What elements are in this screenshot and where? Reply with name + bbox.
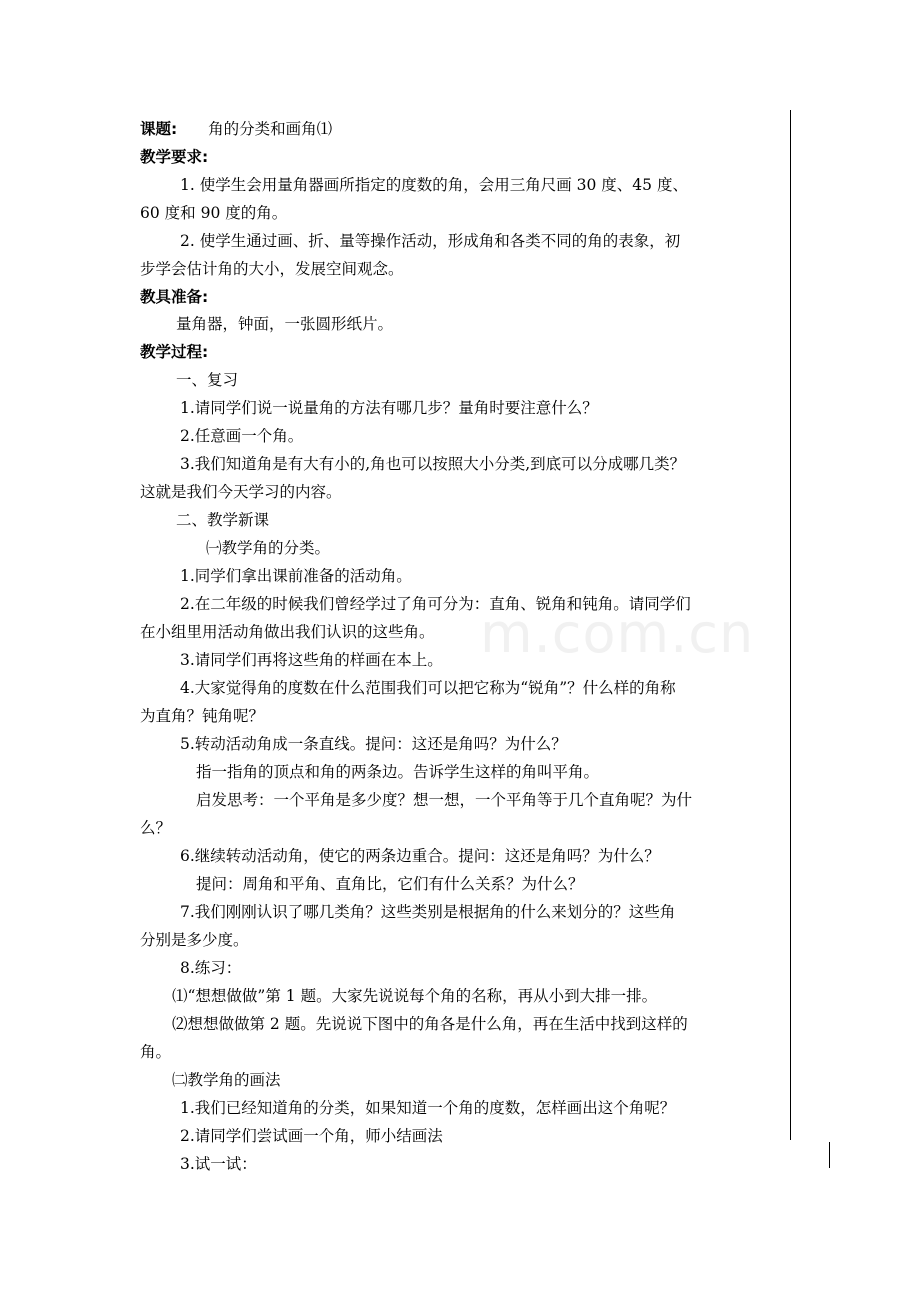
materials-text: 量角器，钟面，一张圆形纸片。 xyxy=(176,315,394,333)
process-line: 3.我们知道角是有大有小的,角也可以按照大小分类,到底可以分成哪几类？ xyxy=(180,455,686,473)
margin-rule-right xyxy=(790,110,791,1140)
process-line: 提问：周角和平角、直角比，它们有什么关系？为什么？ xyxy=(196,875,584,893)
lesson-title-value: 角的分类和画角⑴ xyxy=(208,120,333,138)
requirement-line: 2. 使学生通过画、折、量等操作活动，形成角和各类不同的角的表象，初 xyxy=(180,232,681,250)
process-heading: 教学过程: xyxy=(140,343,209,361)
process-line: ⑴“想想做做”第 1 题。大家先说说每个角的名称，再从小到大排一排。 xyxy=(172,987,658,1005)
process-line: 分别是多少度。 xyxy=(140,931,249,949)
process-line: 3.试一试： xyxy=(180,1155,257,1173)
process-line: 4.大家觉得角的度数在什么范围我们可以把它称为“锐角”？什么样的角称 xyxy=(180,679,676,697)
process-line: 1.同学们拿出课前准备的活动角。 xyxy=(180,567,412,585)
process-line: 6.继续转动活动角，使它的两条边重合。提问：这还是角吗？为什么？ xyxy=(180,847,660,865)
materials-heading: 教具准备: xyxy=(140,288,209,306)
process-line: 1.我们已经知道角的分类，如果知道一个角的度数，怎样画出这个角呢？ xyxy=(180,1099,676,1117)
process-line: 启发思考：一个平角是多少度？想一想，一个平角等于几个直角呢？为什 xyxy=(196,791,693,809)
requirements-heading: 教学要求: xyxy=(140,148,209,166)
subsection-heading: ㈡教学角的画法 xyxy=(172,1071,281,1089)
process-line: 为直角？钝角呢？ xyxy=(140,707,265,725)
process-line: ⑵想想做做第 2 题。先说说下图中的角各是什么角，再在生活中找到这样的 xyxy=(172,1015,688,1033)
process-line: 么？ xyxy=(140,819,172,837)
process-line: 这就是我们今天学习的内容。 xyxy=(140,483,342,501)
process-line: 1.请同学们说一说量角的方法有哪几步？量角时要注意什么？ xyxy=(180,399,598,417)
lesson-title-row xyxy=(140,118,332,140)
process-line: 2.在二年级的时候我们曾经学过了角可分为：直角、锐角和钝角。请同学们 xyxy=(180,595,691,613)
requirement-line: 步学会估计角的大小，发展空间观念。 xyxy=(140,260,404,278)
section-heading: 二、教学新课 xyxy=(176,511,270,529)
process-line: 8.练习： xyxy=(180,959,242,977)
process-line: 指一指角的顶点和角的两条边。告诉学生这样的角叫平角。 xyxy=(196,763,600,781)
process-line: 7.我们刚刚认识了哪几类角？这些类别是根据角的什么来划分的？这些角 xyxy=(180,903,676,921)
watermark: m.com.cn xyxy=(480,602,755,665)
process-line: 角。 xyxy=(140,1043,172,1061)
process-line: 在小组里用活动角做出我们认识的这些角。 xyxy=(140,623,435,641)
requirement-line: 1. 使学生会用量角器画所指定的度数的角，会用三角尺画 30 度、45 度、 xyxy=(180,176,688,194)
section-heading: 一、复习 xyxy=(176,371,239,389)
process-line: 5.转动活动角成一条直线。提问：这还是角吗？为什么？ xyxy=(180,735,567,753)
lesson-title-label: 课题: xyxy=(140,120,178,138)
requirement-line: 60 度和 90 度的角。 xyxy=(140,204,288,222)
subsection-heading: ㈠教学角的分类。 xyxy=(206,539,331,557)
process-line: 2.请同学们尝试画一个角，师小结画法 xyxy=(180,1127,443,1145)
process-line: 3.请同学们再将这些角的样画在本上。 xyxy=(180,651,443,669)
process-line: 2.任意画一个角。 xyxy=(180,427,304,445)
margin-rule-right-lower xyxy=(829,1142,830,1168)
